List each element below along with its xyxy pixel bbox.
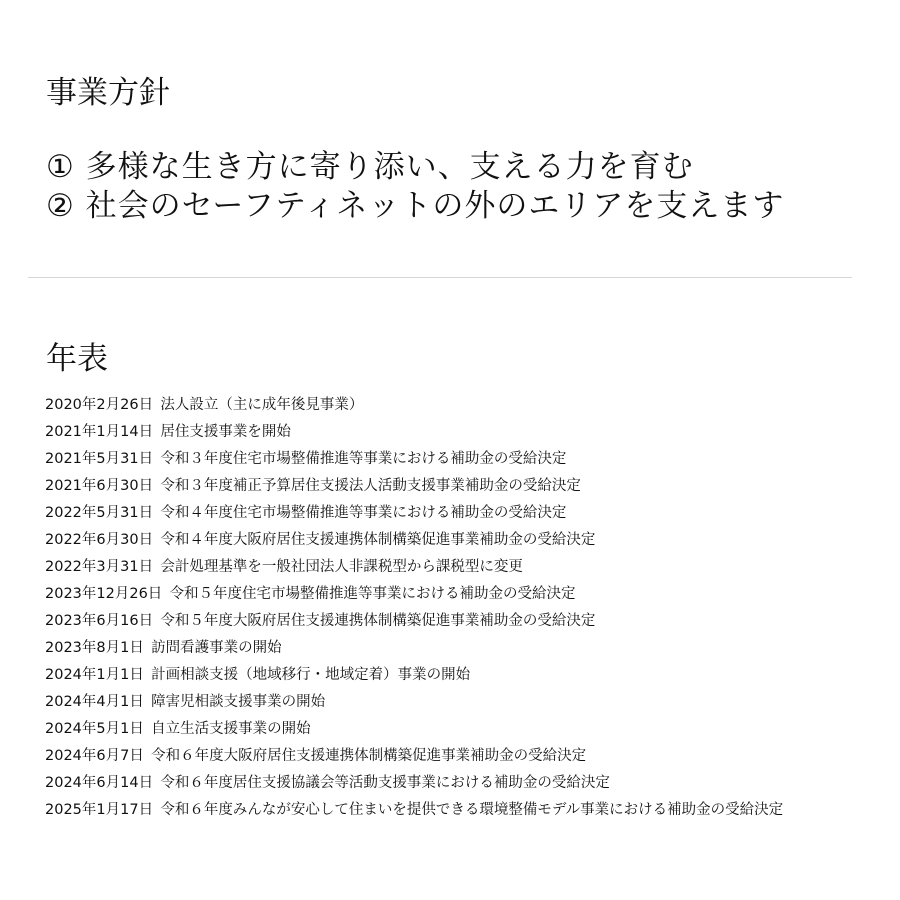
timeline-row xyxy=(45,635,783,662)
timeline-event: 令和５年度大阪府居住支援連携体制構築促進事業補助金の受給決定 xyxy=(160,613,596,629)
timeline-event: 令和６年度みんなが安心して住まいを提供できる環境整備モデル事業における補助金の受給決定 xyxy=(160,802,784,818)
timeline-event: 会計処理基準を一般社団法人非課税型から課税型に変更 xyxy=(160,559,523,575)
timeline-event: 令和５年度住宅市場整備推進等事業における補助金の受給決定 xyxy=(169,586,576,602)
timeline-date: 2022年3月31日 xyxy=(45,559,154,575)
timeline-date: 2021年5月31日 xyxy=(45,451,154,467)
timeline-event: 自立生活支援事業の開始 xyxy=(151,721,311,737)
timeline-date: 2022年6月30日 xyxy=(45,532,154,548)
timeline-event: 令和４年度大阪府居住支援連携体制構築促進事業補助金の受給決定 xyxy=(160,532,596,548)
policy-item: ② 社会のセーフティネットの外のエリアを支えます xyxy=(46,188,785,224)
policy-heading: 事業方針 xyxy=(46,75,170,111)
timeline-date: 2021年1月14日 xyxy=(45,424,154,440)
timeline-row xyxy=(45,608,783,635)
timeline-row xyxy=(45,473,783,500)
timeline-date: 2025年1月17日 xyxy=(45,802,154,818)
timeline-row xyxy=(45,662,783,689)
timeline-date: 2024年6月14日 xyxy=(45,775,154,791)
timeline-date: 2024年1月1日 xyxy=(45,667,144,683)
timeline-date: 2024年4月1日 xyxy=(45,694,144,710)
timeline-event: 障害児相談支援事業の開始 xyxy=(151,694,326,710)
timeline-row xyxy=(45,446,783,473)
timeline-event: 令和３年度住宅市場整備推進等事業における補助金の受給決定 xyxy=(160,451,567,467)
timeline-row xyxy=(45,797,783,824)
timeline-event: 訪問看護事業の開始 xyxy=(151,640,282,656)
timeline-date: 2021年6月30日 xyxy=(45,478,154,494)
timeline-row xyxy=(45,500,783,527)
timeline-heading: 年表 xyxy=(46,341,108,377)
timeline-date: 2023年8月1日 xyxy=(45,640,144,656)
timeline-event: 令和４年度住宅市場整備推進等事業における補助金の受給決定 xyxy=(160,505,567,521)
timeline-event: 居住支援事業を開始 xyxy=(160,424,291,440)
timeline-row xyxy=(45,689,783,716)
timeline-list xyxy=(45,392,783,824)
timeline-event: 令和６年度居住支援協議会等活動支援事業における補助金の受給決定 xyxy=(160,775,610,791)
policy-list xyxy=(46,148,784,226)
timeline-row xyxy=(45,392,783,419)
section-divider xyxy=(28,277,852,278)
timeline-event: 令和３年度補正予算居住支援法人活動支援事業補助金の受給決定 xyxy=(160,478,581,494)
timeline-date: 2023年12月26日 xyxy=(45,586,163,602)
timeline-date: 2024年6月7日 xyxy=(45,748,144,764)
timeline-row xyxy=(45,554,783,581)
timeline-event: 令和６年度大阪府居住支援連携体制構築促進事業補助金の受給決定 xyxy=(151,748,587,764)
timeline-row xyxy=(45,527,783,554)
policy-item: ① 多様な生き方に寄り添い、支える力を育む xyxy=(46,149,694,185)
timeline-event: 法人設立（主に成年後見事業） xyxy=(160,397,364,413)
timeline-date: 2023年6月16日 xyxy=(45,613,154,629)
timeline-row xyxy=(45,770,783,797)
timeline-date: 2022年5月31日 xyxy=(45,505,154,521)
timeline-date: 2020年2月26日 xyxy=(45,397,154,413)
timeline-row xyxy=(45,419,783,446)
timeline-event: 計画相談支援（地域移行・地域定着）事業の開始 xyxy=(151,667,471,683)
timeline-row xyxy=(45,743,783,770)
timeline-date: 2024年5月1日 xyxy=(45,721,144,737)
timeline-row xyxy=(45,581,783,608)
timeline-row xyxy=(45,716,783,743)
